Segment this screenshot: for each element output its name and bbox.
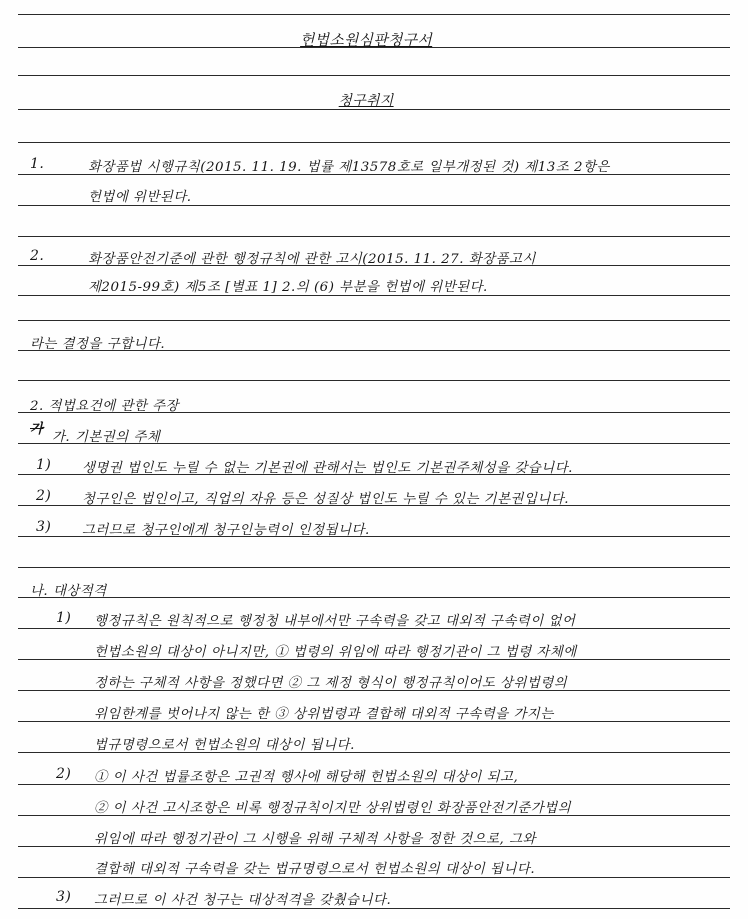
claim-line: 화장품안전기준에 관한 행정규칙에 관한 고시(2015. 11. 27. 화장품고시 [88,252,536,267]
ruled-line [18,295,730,296]
item-line: 헌법소원의 대상이 아니지만, ① 법령의 위임에 따라 행정기관이 그 법령 자체에 [94,645,577,660]
document-title: 헌법소원심판청구서 [300,31,433,49]
item-number: 1) [56,610,72,626]
subsection-label: 가. 기본권의 주체 [52,430,161,445]
item-line: 정하는 구체적 사항을 정했다면 ② 그 제정 형식이 행정규칙이어도 상위법령의 [94,676,568,691]
claim-line: 제2015-99호) 제5조 [별표 1] 2.의 (6) 부분을 헌법에 위반된다. [88,280,488,295]
item-text: 생명권 법인도 누릴 수 없는 기본권에 관해서는 법인도 기본권주체성을 갖습니다. [82,461,573,476]
item-text: 그러므로 청구인에게 청구인능력이 인정됩니다. [82,523,370,538]
ruled-line [18,205,730,206]
ruled-line [18,14,730,15]
item-line: ② 이 사건 고시조항은 비록 행정규칙이지만 상위법령인 화장품안전기준가법의 [94,801,572,816]
ruled-line [18,75,730,76]
ruled-line [18,142,730,143]
document-subtitle: 청구취지 [338,93,394,109]
section-heading: 2. 적법요건에 관한 주장 [30,399,179,414]
subsection-label: 나. 대상적격 [30,584,107,599]
claim-number: 2. [30,248,45,264]
ruled-line [18,877,730,878]
ruled-line [18,908,730,909]
item-line: ① 이 사건 법률조항은 고권적 행사에 해당해 헌법소원의 대상이 되고, [94,770,519,785]
item-number: 2) [36,488,52,504]
item-number: 2) [56,766,72,782]
item-number: 3) [56,889,72,905]
item-line: 위임한계를 벗어나지 않는 한 ③ 상위법령과 결합해 대외적 구속력을 가지는 [94,707,554,722]
claim-line: 헌법에 위반된다. [88,190,192,205]
ruled-line [18,567,730,568]
item-line: 위임에 따라 행정기관이 그 시행을 위해 구체적 사항을 정한 것으로, 그와 [94,832,536,847]
item-text: 청구인은 법인이고, 직업의 자유 등은 성질상 법인도 누릴 수 있는 기본권입니다. [82,492,570,507]
closing-statement: 라는 결정을 구합니다. [30,337,166,352]
item-line: 그러므로 이 사건 청구는 대상적격을 갖췄습니다. [94,893,392,908]
item-line: 결합해 대외적 구속력을 갖는 법규명령으로서 헌법소원의 대상이 됩니다. [94,862,536,877]
item-number: 1) [36,457,52,473]
claim-number: 1. [30,156,45,172]
ruled-line [18,597,730,598]
ruled-line [18,236,730,237]
claim-line: 화장품법 시행규칙(2015. 11. 19. 법률 제13578호로 일부개정된 것) 제13조 2항은 [88,160,610,175]
item-number: 3) [36,519,52,535]
struck-glyph: 가 [30,421,44,437]
item-line: 행정규칙은 원칙적으로 행정청 내부에서만 구속력을 갖고 대외적 구속력이 없어 [94,614,576,629]
item-line: 법규명령으로서 헌법소원의 대상이 됩니다. [94,738,355,753]
ruled-line [18,380,730,381]
ruled-line [18,320,730,321]
